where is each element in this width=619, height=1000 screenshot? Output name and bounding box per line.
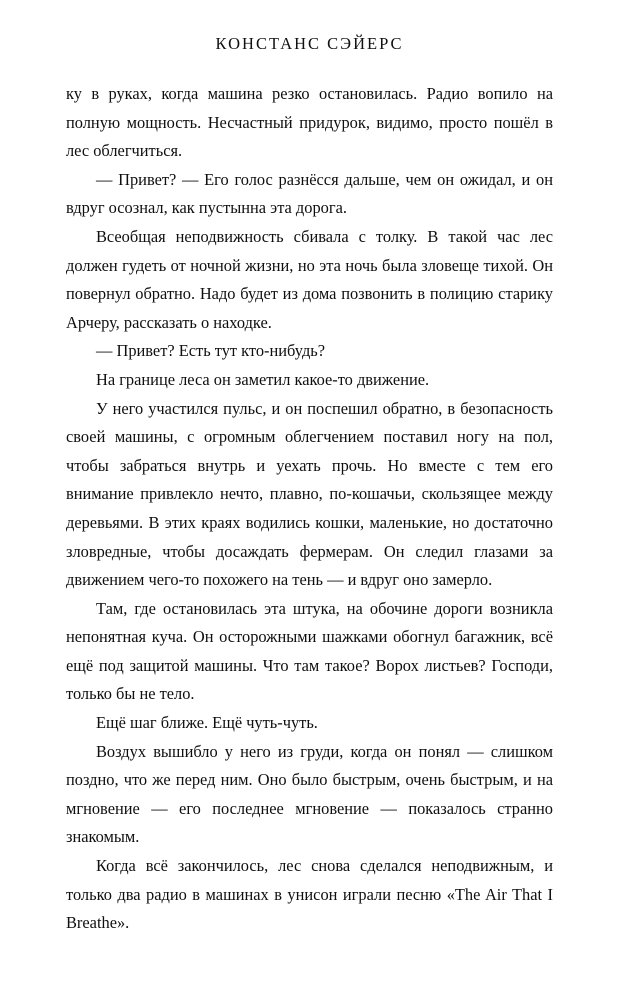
paragraph: Всеобщая неподвижность сбивала с толку. В такой час лес должен гудеть от ночной жизни, но эта ночь была зловеще тихой. Он повернул обратно. Надо будет из дома позвонить в полицию старику Арчеру, рассказать о находке. <box>66 226 553 332</box>
paragraph: Воздух вышибло у него из груди, когда он понял — слишком поздно, что же перед ним. Оно было быстрым, очень быстрым, и на мгновение — его последнее мгновение — показалось странно знакомым. <box>66 741 553 847</box>
paragraph: — Привет? Есть тут кто-нибудь? <box>96 341 326 361</box>
paragraph: Там, где остановилась эта штука, на обочине дороги возникла непонятная куча. Он осторожными шажками обогнул багажник, всё ещё под защитой машины. Что там такое? Ворох листьев? Господи, только бы не тело. <box>66 598 553 704</box>
paragraph: У него участился пульс, и он поспешил обратно, в безопасность своей машины, с огромным облегчением поставил ногу на пол, чтобы забраться внутрь и уехать прочь. Но вместе с тем его внимание привлекло нечто, плавно, по-кошачьи, скользящее между деревьями. В этих краях водились кошки, маленькие, но достаточно зловредные, чтобы досаждать фермерам. Он следил глазами за движением чего-то похожего на тень — и вдруг оно замерло. <box>66 398 553 590</box>
paragraph: На границе леса он заметил какое-то движение. <box>96 369 430 389</box>
running-head-author: КОНСТАНС СЭЙЕРС <box>215 34 404 53</box>
paragraph: ку в руках, когда машина резко остановилась. Радио вопило на полную мощность. Несчастный придурок, видимо, просто пошёл в лес облегчиться. <box>66 84 553 161</box>
paragraph: Когда всё закончилось, лес снова сделался неподвижным, и только два радио в машинах в унисон играли песню «The Air That I Breathe». <box>66 856 553 933</box>
paragraph: Ещё шаг ближе. Ещё чуть-чуть. <box>96 713 318 733</box>
paragraph: — Привет? — Его голос разнёсся дальше, чем он ожидал, и он вдруг осознал, как пустынна эта дорога. <box>66 169 553 218</box>
page-body-text <box>66 80 553 938</box>
